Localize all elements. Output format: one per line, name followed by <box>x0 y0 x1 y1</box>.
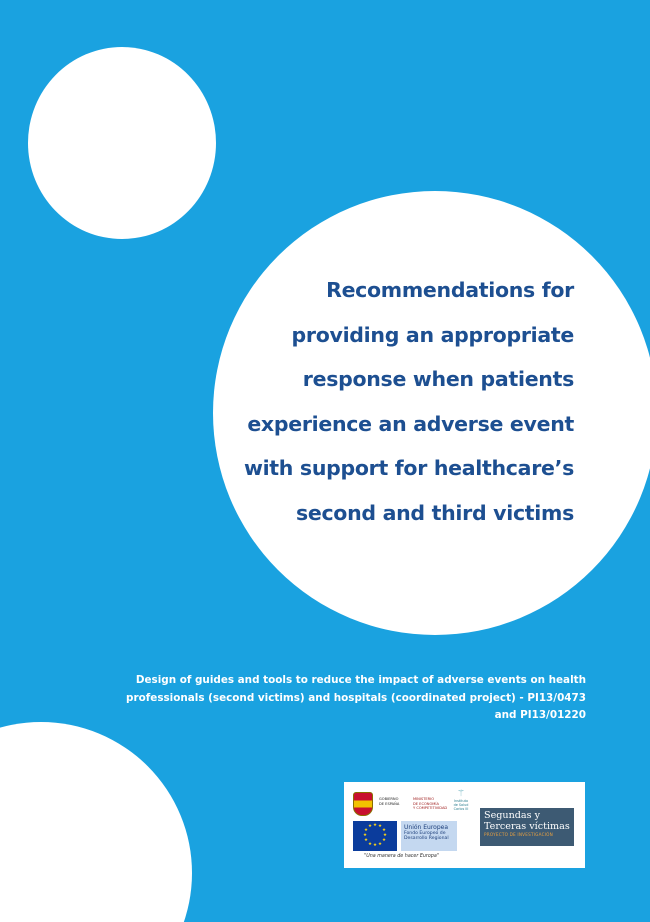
ministry-line: Y COMPETITIVIDAD <box>413 806 448 811</box>
subtitle-line: Design of guides and tools to reduce the impact of adverse events on health <box>135 674 586 686</box>
coat-of-arms-icon <box>353 792 373 816</box>
funding-logos <box>344 782 585 868</box>
institute-logo <box>448 789 474 817</box>
document-title <box>230 268 574 535</box>
project-logo-line: Terceras víctimas <box>484 820 570 832</box>
subtitle-line: professionals (second victims) and hospitals (coordinated project) - PI13/0473 <box>126 691 586 704</box>
ministry-line: GOBIERNO <box>379 797 399 802</box>
title-line: providing an appropriate <box>291 322 574 347</box>
project-description <box>120 672 586 725</box>
ministry-line: DE ESPAÑA <box>379 801 400 806</box>
decorative-circle-bottom <box>0 722 192 922</box>
project-logo-line: Segundas y <box>484 810 541 821</box>
title-line: with support for healthcare’s <box>243 456 574 480</box>
ministry-line: MINISTERIO <box>413 797 435 802</box>
institute-line: de Salud <box>453 803 469 807</box>
institute-line: Carlos III <box>453 807 469 811</box>
ministry-text <box>379 797 447 810</box>
project-logo <box>480 808 574 846</box>
eu-name: Unión Europea <box>404 824 449 831</box>
eu-motto: "Una manera de hacer Europa" <box>364 854 440 859</box>
eu-text <box>401 821 457 851</box>
institute-line: Instituto <box>453 799 469 803</box>
title-line: second and third victims <box>295 500 574 525</box>
title-line: experience an adverse event <box>247 411 574 436</box>
eu-flag-icon: ★ ★ ★ ★ ★ ★ ★ ★ ★ ★ ★ ★ <box>353 821 397 851</box>
eu-fund-line: Fondo Europeo de <box>404 831 446 836</box>
eu-logo <box>353 820 463 852</box>
eu-fund-line: Desarrollo Regional <box>404 836 449 842</box>
decorative-circle-top <box>28 47 216 239</box>
project-logo-tag: PROYECTO DE INVESTIGACIÓN <box>484 832 553 837</box>
title-line: response when patients <box>302 367 574 391</box>
title-line: Recommendations for <box>326 278 574 302</box>
ministry-line: DE ECONOMÍA <box>413 801 439 806</box>
institute-mark-icon: ⚚ <box>456 789 466 799</box>
subtitle-line: and PI13/01220 <box>494 709 586 721</box>
